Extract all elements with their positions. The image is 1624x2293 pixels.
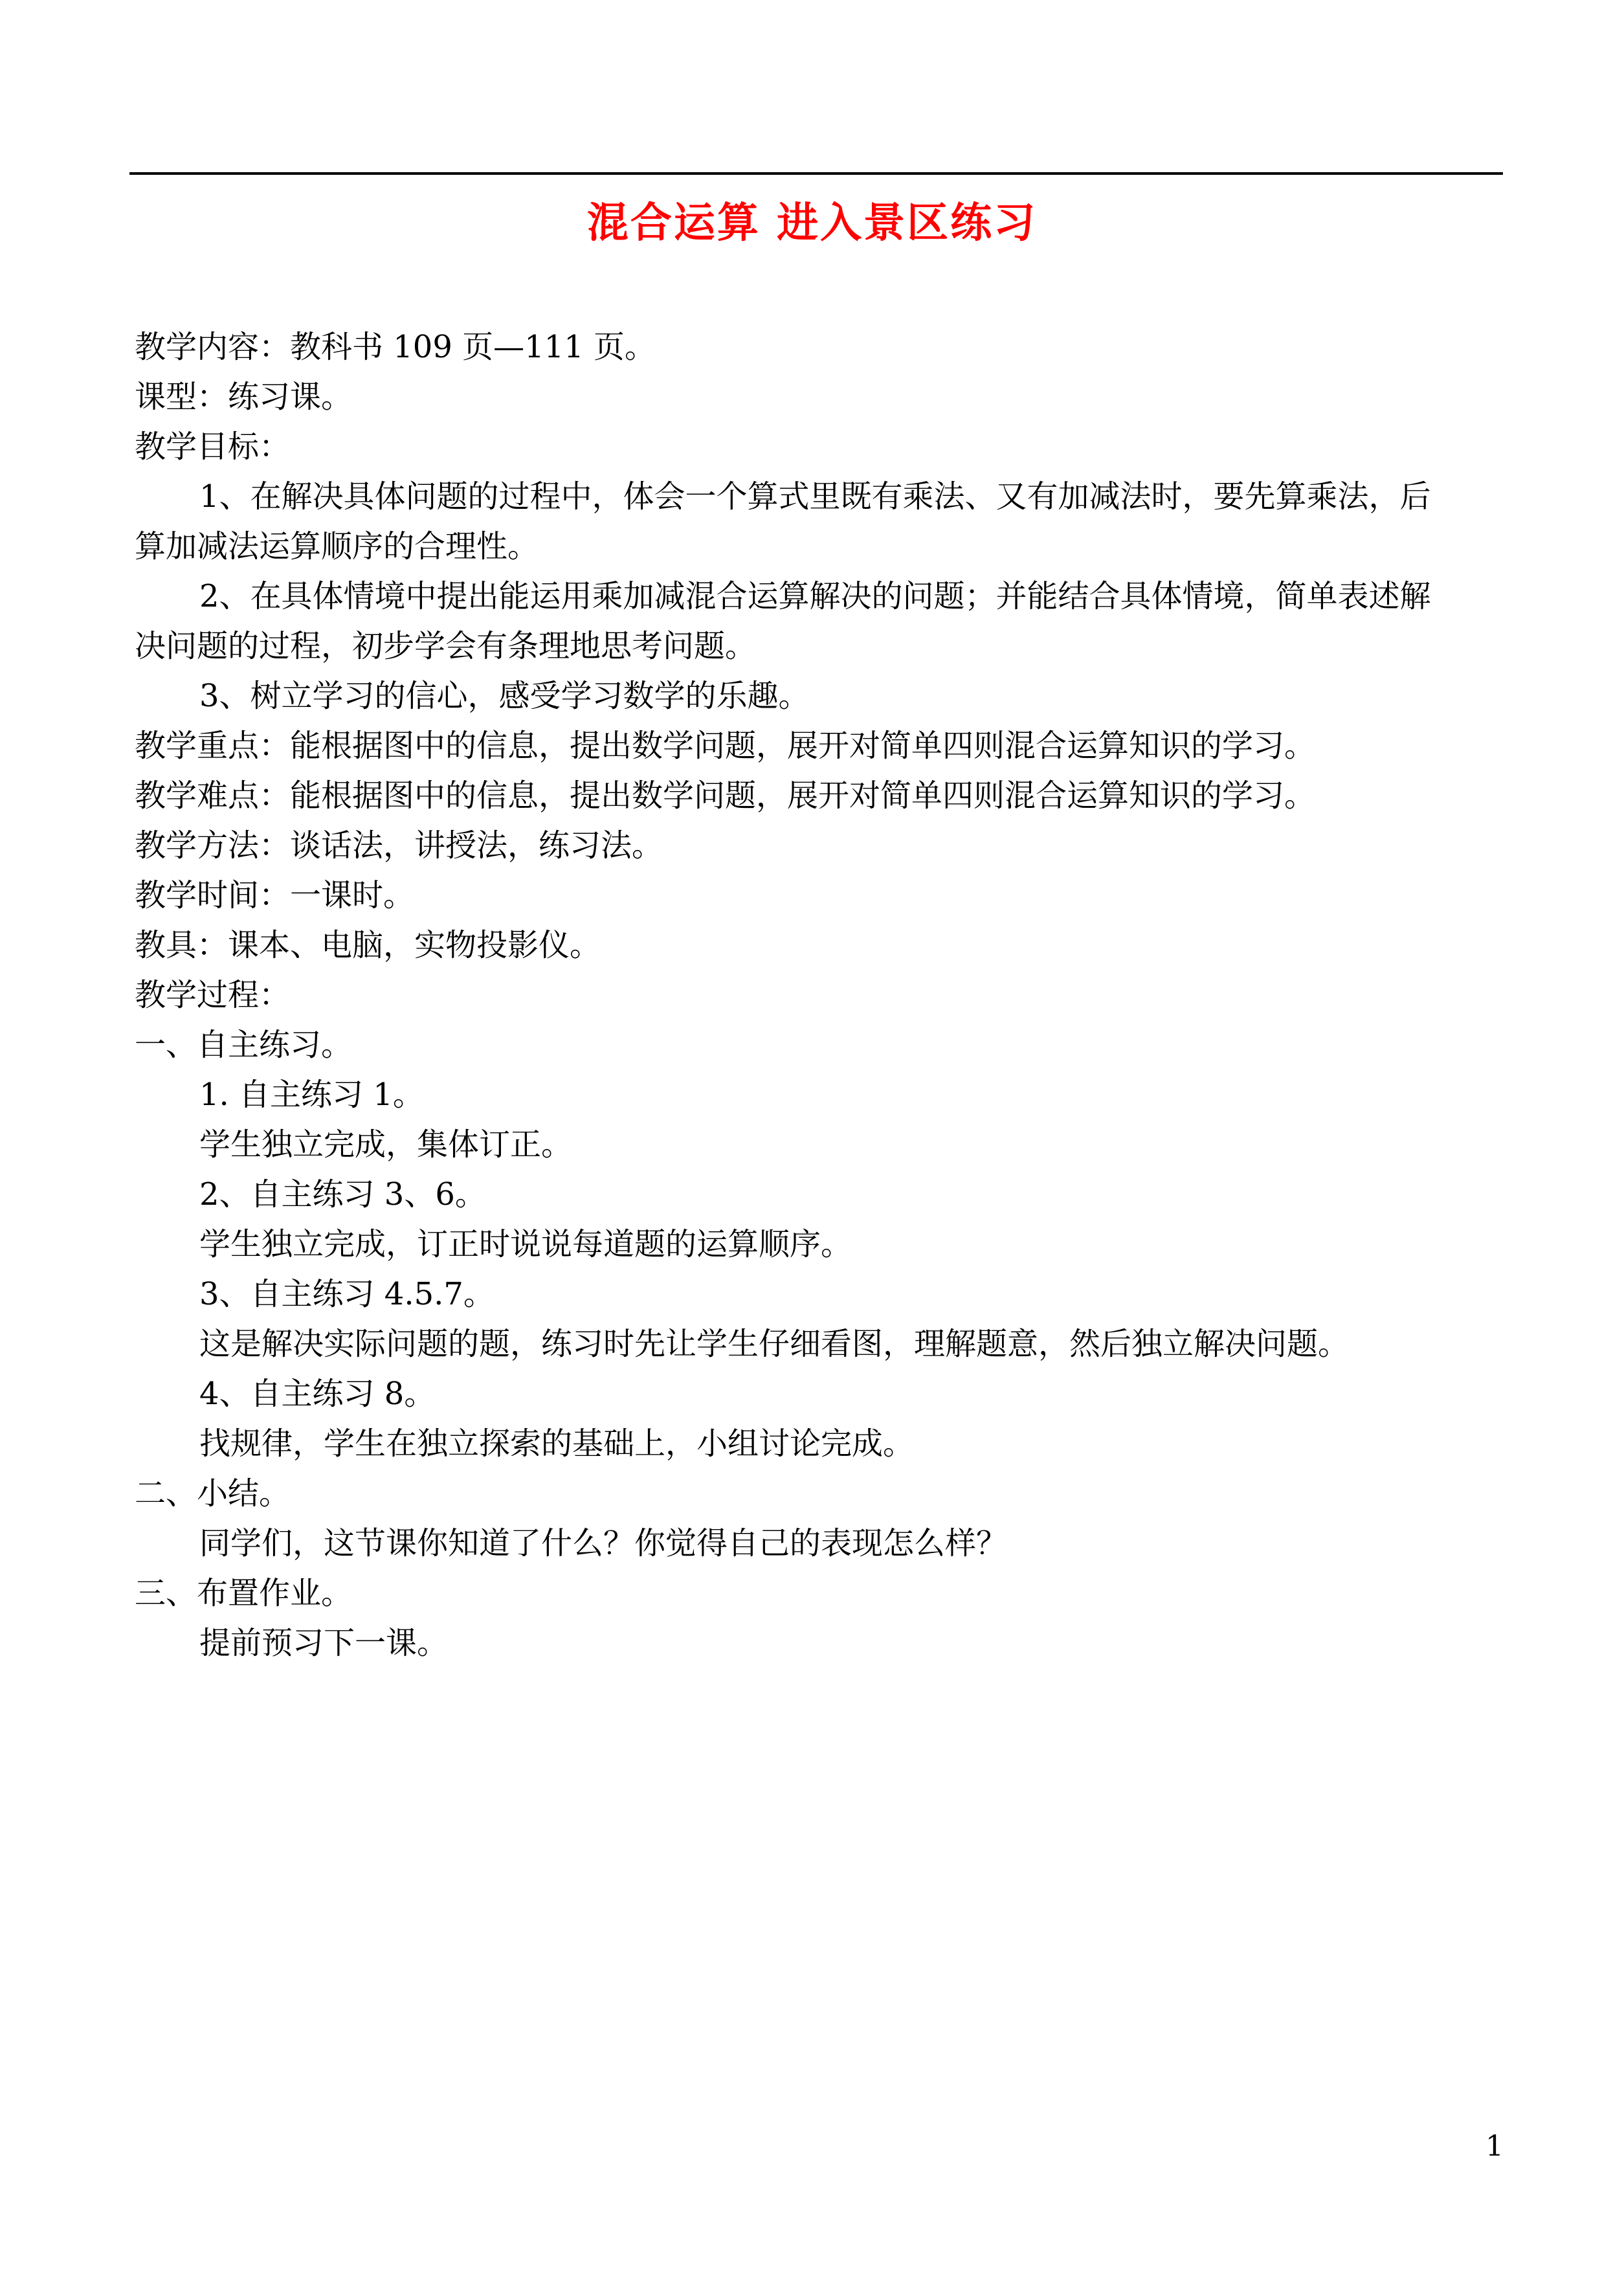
teaching-content: 教学内容：教科书 109 页—111 页。 xyxy=(135,329,656,365)
section-2-line-1: 同学们，这节课你知道了什么？你觉得自己的表现怎么样？ xyxy=(199,1525,1008,1561)
section-1-line-8: 找规律，学生在独立探索的基础上，小组讨论完成。 xyxy=(199,1426,915,1462)
section-3-line-1: 提前预习下一课。 xyxy=(199,1625,449,1661)
section-1-line-6: 这是解决实际问题的题，练习时先让学生仔细看图，理解题意，然后独立解决问题。 xyxy=(199,1326,1350,1362)
section-1-line-7: 4、自主练习 8。 xyxy=(199,1376,436,1412)
section-1-line-5: 3、自主练习 4.5.7。 xyxy=(199,1276,495,1312)
section-heading-3: 三、布置作业。 xyxy=(135,1575,353,1611)
section-1-line-1: 1. 自主练习 1。 xyxy=(199,1077,424,1113)
page-number: 1 xyxy=(1485,2130,1504,2163)
objective-1-line-2: 算加减法运算顺序的合理性。 xyxy=(135,528,539,565)
key-point: 教学重点：能根据图中的信息，提出数学问题，展开对简单四则混合运算知识的学习。 xyxy=(135,728,1316,764)
process-label: 教学过程： xyxy=(135,977,291,1013)
section-1-line-2: 学生独立完成，集体订正。 xyxy=(199,1126,573,1163)
header-rule xyxy=(129,172,1503,175)
teaching-tools: 教具：课本、电脑，实物投影仪。 xyxy=(135,927,601,963)
lesson-type: 课型：练习课。 xyxy=(135,379,353,415)
objectives-label: 教学目标： xyxy=(135,429,291,465)
objective-1-line-1: 1、在解决具体问题的过程中，体会一个算式里既有乘法、又有加减法时，要先算乘法，后 xyxy=(199,478,1431,515)
objective-3-line-1: 3、树立学习的信心，感受学习数学的乐趣。 xyxy=(199,678,810,714)
document-body xyxy=(135,322,1500,1668)
document-title: 混合运算 进入景区练习 xyxy=(586,199,1038,247)
objective-2-line-1: 2、在具体情境中提出能运用乘加减混合运算解决的问题；并能结合具体情境，简单表述解 xyxy=(199,578,1431,614)
section-heading-2: 二、小结。 xyxy=(135,1475,291,1512)
teaching-time: 教学时间：一课时。 xyxy=(135,877,415,913)
teaching-method: 教学方法：谈话法，讲授法，练习法。 xyxy=(135,827,663,864)
objective-2-line-2: 决问题的过程，初步学会有条理地思考问题。 xyxy=(135,628,757,664)
section-1-line-4: 学生独立完成，订正时说说每道题的运算顺序。 xyxy=(199,1226,852,1262)
section-1-line-3: 2、自主练习 3、6。 xyxy=(199,1176,486,1213)
difficulty: 教学难点：能根据图中的信息，提出数学问题，展开对简单四则混合运算知识的学习。 xyxy=(135,777,1316,814)
section-heading-1: 一、自主练习。 xyxy=(135,1027,353,1063)
